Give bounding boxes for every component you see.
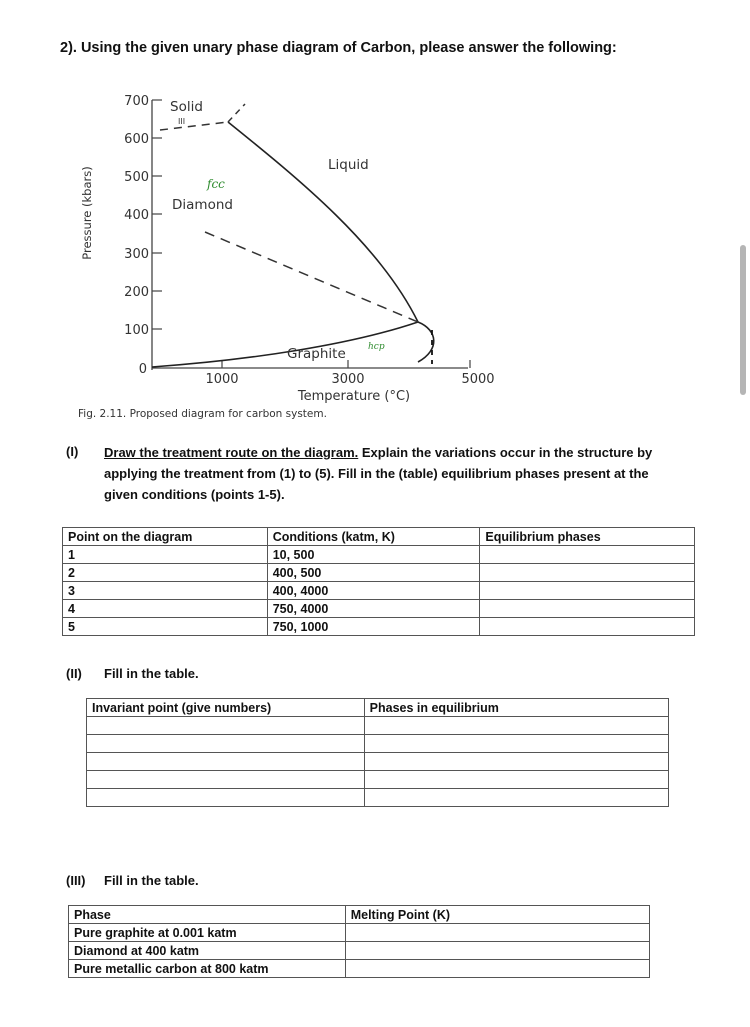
part3-instruction: Fill in the table. xyxy=(104,873,199,888)
phases-cell[interactable] xyxy=(364,771,668,789)
conditions-cell: 10, 500 xyxy=(267,546,480,564)
diamond-metastable-line xyxy=(205,232,418,322)
header-phases: Equilibrium phases xyxy=(480,528,695,546)
liquid-region-label: Liquid xyxy=(328,157,369,173)
diamond-region-label: Diamond xyxy=(172,197,233,213)
scrollbar[interactable] xyxy=(740,245,746,395)
point-cell: 4 xyxy=(63,600,268,618)
graphite-region-label: Graphite xyxy=(287,346,346,362)
solid-iii-boundary xyxy=(160,122,228,130)
y-tick-label: 700 xyxy=(124,94,149,109)
figure-caption: Fig. 2.11. Proposed diagram for carbon system. xyxy=(78,408,327,420)
solid-region-sublabel: III xyxy=(178,117,186,126)
y-tick-marks xyxy=(152,100,162,329)
liquid-boundary xyxy=(228,122,418,322)
table-row xyxy=(69,924,650,942)
part2-table xyxy=(86,698,669,807)
x-tick-label: 5000 xyxy=(461,372,495,387)
table-row xyxy=(87,789,669,807)
table-header-row xyxy=(63,528,695,546)
table-row xyxy=(87,717,669,735)
point-cell: 5 xyxy=(63,618,268,636)
part3-table xyxy=(68,905,650,978)
part1-instruction-underlined: Draw the treatment route on the diagram. xyxy=(104,445,359,460)
x-axis-label: Temperature (°C) xyxy=(297,389,411,404)
point-cell: 3 xyxy=(63,582,268,600)
invariant-point-cell[interactable] xyxy=(87,735,365,753)
phase-cell: Diamond at 400 katm xyxy=(69,942,346,960)
y-tick-label: 0 xyxy=(138,362,147,377)
phases-cell[interactable] xyxy=(364,789,668,807)
table-row xyxy=(69,942,650,960)
part1-instruction xyxy=(104,442,684,505)
melting-point-cell[interactable] xyxy=(345,960,649,978)
melting-point-cell[interactable] xyxy=(345,942,649,960)
header-phases-equilibrium: Phases in equilibrium xyxy=(364,699,668,717)
table-row xyxy=(87,735,669,753)
phases-cell[interactable] xyxy=(364,753,668,771)
point-cell: 2 xyxy=(63,564,268,582)
part1-table xyxy=(62,527,695,636)
phase-cell: Pure graphite at 0.001 katm xyxy=(69,924,346,942)
header-melting-point: Melting Point (K) xyxy=(345,906,649,924)
point-cell: 1 xyxy=(63,546,268,564)
phases-cell[interactable] xyxy=(480,600,695,618)
part1-number: (I) xyxy=(66,444,79,459)
invariant-point-cell[interactable] xyxy=(87,753,365,771)
phases-cell[interactable] xyxy=(480,618,695,636)
table-row xyxy=(63,582,695,600)
table-row xyxy=(63,618,695,636)
phases-cell[interactable] xyxy=(364,717,668,735)
table-row xyxy=(87,753,669,771)
header-point: Point on the diagram xyxy=(63,528,268,546)
table-header-row xyxy=(87,699,669,717)
solid-region-label: Solid xyxy=(170,99,203,115)
conditions-cell: 400, 4000 xyxy=(267,582,480,600)
conditions-cell: 400, 500 xyxy=(267,564,480,582)
phases-cell[interactable] xyxy=(480,564,695,582)
phase-diagram xyxy=(0,0,750,430)
table-row xyxy=(87,771,669,789)
hcp-annotation: hcp xyxy=(368,342,385,352)
melting-point-cell[interactable] xyxy=(345,924,649,942)
phases-cell[interactable] xyxy=(364,735,668,753)
fcc-annotation: fcc xyxy=(207,177,225,191)
part2-instruction: Fill in the table. xyxy=(104,666,199,681)
part2-number: (II) xyxy=(66,666,82,681)
conditions-cell: 750, 1000 xyxy=(267,618,480,636)
invariant-point-cell[interactable] xyxy=(87,789,365,807)
y-tick-label: 300 xyxy=(124,247,149,262)
x-tick-label: 3000 xyxy=(331,372,365,387)
y-tick-label: 400 xyxy=(124,208,149,223)
question-title: 2). Using the given unary phase diagram of Carbon, please answer the following: xyxy=(60,40,617,56)
invariant-point-cell[interactable] xyxy=(87,771,365,789)
invariant-point-cell[interactable] xyxy=(87,717,365,735)
part3-number: (III) xyxy=(66,873,86,888)
solid-iii-upper-boundary xyxy=(228,104,245,122)
header-conditions: Conditions (katm, K) xyxy=(267,528,480,546)
table-row xyxy=(63,564,695,582)
header-invariant-point: Invariant point (give numbers) xyxy=(87,699,365,717)
x-tick-label: 1000 xyxy=(205,372,239,387)
y-tick-label: 600 xyxy=(124,132,149,147)
y-tick-label: 100 xyxy=(124,323,149,338)
conditions-cell: 750, 4000 xyxy=(267,600,480,618)
header-phase: Phase xyxy=(69,906,346,924)
phases-cell[interactable] xyxy=(480,582,695,600)
y-tick-label: 200 xyxy=(124,285,149,300)
y-tick-label: 500 xyxy=(124,170,149,185)
y-axis-label: Pressure (kbars) xyxy=(80,166,94,260)
table-row xyxy=(69,960,650,978)
table-header-row xyxy=(69,906,650,924)
table-row xyxy=(63,546,695,564)
part1-instruction-rest: Explain the variations occur in the structure by applying the treatment from (1) to (5). Fill in the (table) equilibrium phases present at the given conditions (points 1-5). xyxy=(104,445,653,502)
phase-cell: Pure metallic carbon at 800 katm xyxy=(69,960,346,978)
table-row xyxy=(63,600,695,618)
phases-cell[interactable] xyxy=(480,546,695,564)
